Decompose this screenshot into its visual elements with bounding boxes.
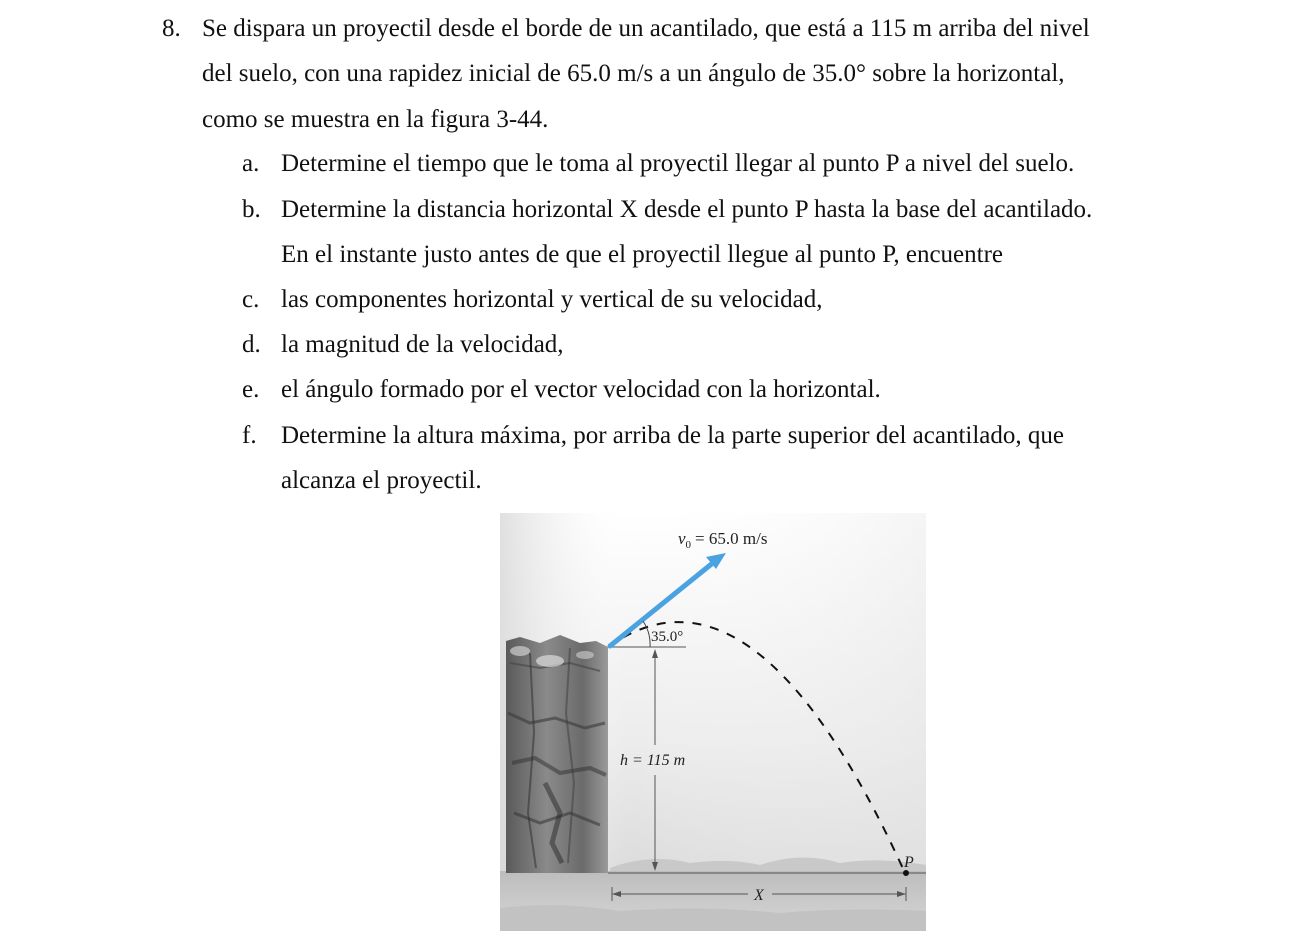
item-d-label: d.	[242, 331, 261, 358]
item-f-text: Determine la altura máxima, por arriba de la parte superior del acantilado, que	[281, 422, 1064, 449]
intro-line-3: como se muestra en la figura 3-44.	[202, 106, 549, 133]
item-c-label: c.	[242, 286, 260, 313]
intro-line-1: Se dispara un proyectil desde el borde de un acantilado, que está a 115 m arriba del nivel	[202, 15, 1090, 42]
velocity-label: $v_0 = 65.0$ m/s	[678, 529, 768, 551]
item-a-text: Determine el tiempo que le toma al proyectil llegar al punto P a nivel del suelo.	[281, 150, 1075, 177]
item-e-text: el ángulo formado por el vector velocidad con la horizontal.	[281, 376, 881, 403]
intro-line-2: del suelo, con una rapidez inicial de 65.0 m/s a un ángulo de 35.0° sobre la horizontal,	[202, 60, 1065, 87]
point-p-label: P	[904, 854, 914, 871]
item-d-text: la magnitud de la velocidad,	[281, 331, 564, 358]
item-f-label: f.	[242, 422, 257, 449]
interlude-text: En el instante justo antes de que el proyectil llegue al punto P, encuentre	[281, 241, 1004, 268]
problem-number: 8.	[162, 15, 181, 42]
item-f-continuation: alcanza el proyectil.	[281, 467, 482, 494]
item-e-label: e.	[242, 376, 260, 403]
projectile-figure	[500, 513, 926, 931]
cliff	[506, 635, 608, 873]
item-b-text: Determine la distancia horizontal X desde el punto P hasta la base del acantilado.	[281, 196, 1093, 223]
item-a-label: a.	[242, 150, 260, 177]
angle-label: 35.0°	[651, 629, 684, 645]
item-c-text: las componentes horizontal y vertical de su velocidad,	[281, 286, 823, 313]
item-b-label: b.	[242, 196, 261, 223]
distance-label: X	[754, 887, 764, 904]
height-label: h = 115 m	[620, 752, 686, 769]
